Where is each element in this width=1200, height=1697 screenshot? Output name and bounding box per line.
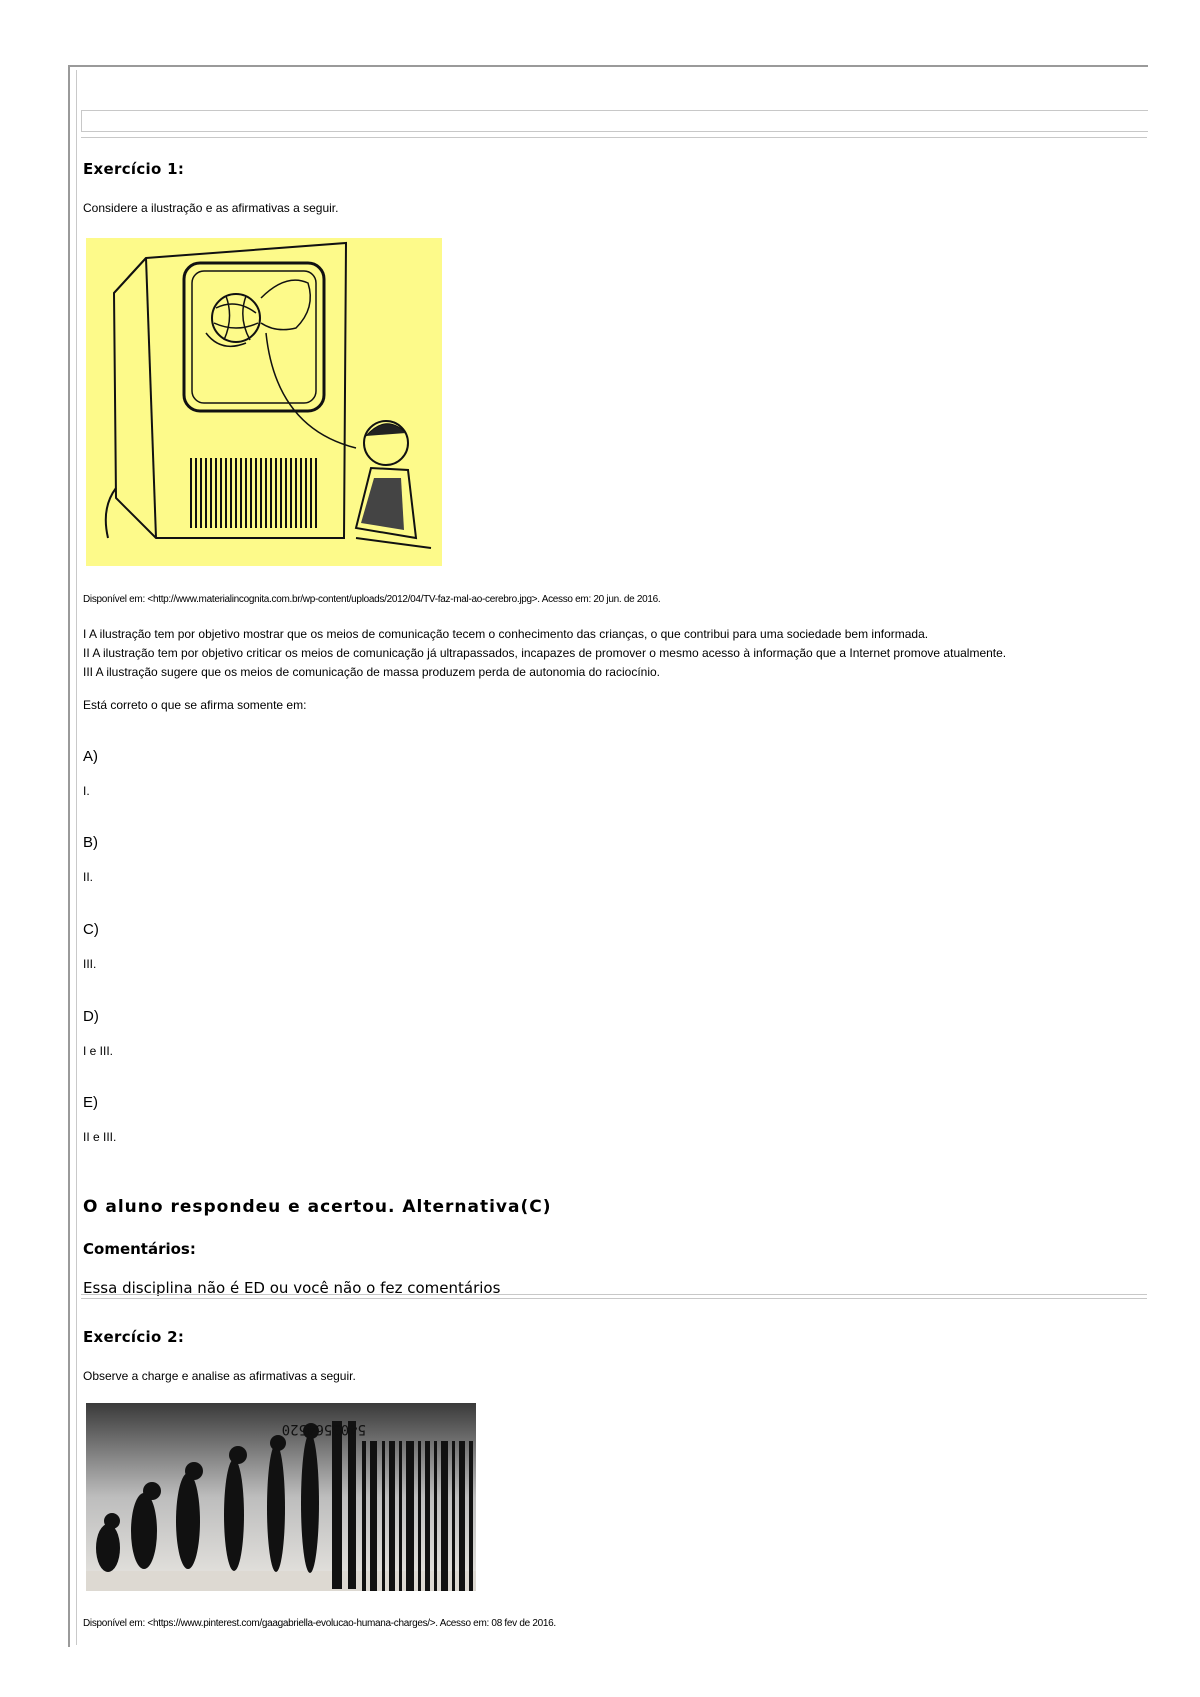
exercise-1-comments-text: Essa disciplina não é ED ou você não o fez comentários — [83, 1279, 501, 1297]
alternative-b-letter[interactable]: B) — [83, 834, 98, 851]
exercise-2-prompt: Observe a charge e analise as afirmativas a seguir. — [83, 1369, 356, 1383]
exercise-1-question: Está correto o que se afirma somente em: — [83, 698, 307, 712]
barcode-digits: 5403564520 — [281, 1421, 366, 1437]
alternative-c-letter[interactable]: C) — [83, 921, 99, 938]
exercise-1-source: Disponível em: <http://www.materialincognita.com.br/wp-content/uploads/2012/04/TV-faz-mal-ao-cerebro.jpg>. Acesso em: 20 jun. de 2016. — [83, 594, 661, 605]
alternative-e-letter[interactable]: E) — [83, 1094, 98, 1111]
alternative-d-text[interactable]: I e III. — [83, 1044, 114, 1058]
alternative-d-letter[interactable]: D) — [83, 1008, 99, 1025]
exercise-1-prompt: Considere a ilustração e as afirmativas a seguir. — [83, 201, 339, 215]
exercise-2-source: Disponível em: <https://www.pinterest.com/gaagabriella-evolucao-humana-charges/>. Acesso em: 08 fev de 2016. — [83, 1618, 556, 1629]
toolbar-bar — [81, 110, 1148, 132]
exercise-1-comments-title: Comentários: — [83, 1240, 196, 1258]
exercise-1-title: Exercício 1: — [83, 160, 185, 178]
evolution-barcode-cartoon-icon — [86, 1403, 476, 1591]
alternative-a-letter[interactable]: A) — [83, 748, 98, 765]
alternative-e-text[interactable]: II e III. — [83, 1130, 117, 1144]
alternative-a-text[interactable]: I. — [83, 784, 90, 798]
tv-child-illustration-icon — [86, 238, 442, 566]
alternative-b-text[interactable]: II. — [83, 870, 94, 884]
exercise-1-statement-1: I A ilustração tem por objetivo mostrar que os meios de comunicação tecem o conhecimento das crianças, o que contribui para uma sociedade bem informada. — [83, 627, 929, 641]
exercise-1-result: O aluno respondeu e acertou. Alternativa(C) — [83, 1197, 552, 1217]
exercise-2-title: Exercício 2: — [83, 1328, 185, 1346]
divider — [81, 137, 1147, 138]
exercise-divider — [81, 1294, 1147, 1299]
alternative-c-text[interactable]: III. — [83, 957, 97, 971]
exercise-1-statement-2: II A ilustração tem por objetivo criticar os meios de comunicação já ultrapassados, incapazes de promover o mesmo acesso à informação que a Internet promove atualmente. — [83, 646, 1007, 660]
exercise-1-statement-3: III A ilustração sugere que os meios de comunicação de massa produzem perda de autonomia do raciocínio. — [83, 665, 661, 679]
